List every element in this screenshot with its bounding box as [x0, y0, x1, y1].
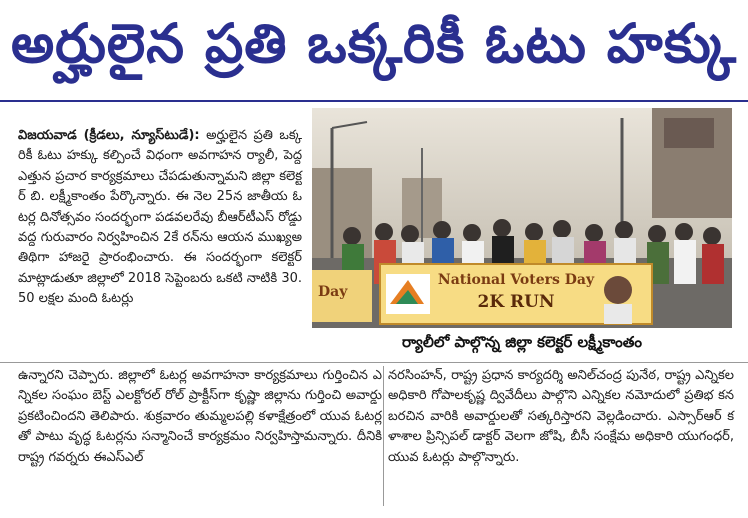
rally-photo — [312, 108, 732, 328]
photo-caption: ర్యాలీలో పాల్గొన్న జిల్లా కలెక్టర్ లక్ష్మీకాంతం — [401, 333, 643, 351]
article-lead-text: అర్హులైన ప్రతి ఒక్కరికీ ఓటు హక్కు కల్పించే విధంగా అవగాహన ర్యాలీ, పెద్ద ఎత్తున ప్రచార కార్యక్రమాలు చేపడుతున్నామని జిల్లా కలెక్టర్ బి. లక్ష్మీకాంతం పేర్కొన్నారు. ఈ నెల 25న జాతీయ ఓటర్ల దినోత్సవం సందర్భంగా పడవలరేవు బీఆర్‌టీఎస్ రోడ్డు వద్ద గురువారం నిర్వహించిన 2కే రన్‌ను ఆయన ముఖ్యఅతిథిగా హాజరై ప్రారంభించారు. ఈ సందర్భంగా కలెక్టర్ మాట్లాడుతూ జిల్లాలో 2018 సెప్టెంబరు ఒకటి నాటికి 30.50 లక్షల మంది ఓటర్లు — [18, 128, 302, 307]
article-column — [18, 126, 302, 310]
side-banner-text: Day — [318, 284, 348, 300]
banner-subtitle: 2K RUN — [477, 292, 555, 312]
column-divider — [383, 366, 384, 506]
article-body-right: నరసింహన్, రాష్ట్ర ప్రధాన కార్యదర్శి అనిల్‌చంద్ర పునేఠ, రాష్ట్ర ఎన్నికల అధికారి గోపాలకృష్ణ ద్వివేదీలు పాల్గొని ఎన్నికల నమోదులో ప్రతిభ కనబరచిన వారికి అవార్డులతో సత్కరిస్తారని వెల్లడించారు. ఎస్సార్ఆర్ కళాశాల ప్రిన్సిపల్ డాక్టర్ వెలగా జోషి, బీసీ సంక్షేమ అధికారి యుగంధర్, యువ ఓటర్లు పాల్గొన్నారు. — [388, 368, 734, 465]
section-divider — [0, 362, 748, 363]
headline-rule — [0, 100, 748, 102]
article-body-left: ఉన్నారని చెప్పారు. జిల్లాలో ఓటర్ల అవగాహనా కార్యక్రమాలు గుర్తించిన ఎన్నికల సంఘం బెస్ట్ ఎలక్టోరల్ రోల్ ప్రాక్టీస్‌గా కృష్ణా జిల్లాను గుర్తించి అవార్డు ప్రకటించిందని తెలిపారు. శుక్రవారం తుమ్మలపల్లి కళాక్షేత్రంలో యువ ఓటర్లతో పాటు వృద్ధ ఓటర్లను సన్మానించే కార్యక్రమం నిర్వహిస్తామన్నారు. దీనికి రాష్ట్ర గవర్నరు ఈఎస్ఎల్ — [18, 368, 382, 465]
headline: అర్హులైన ప్రతి ఒక్కరికీ ఓటు హక్కు — [10, 11, 738, 75]
banner-title: National Voters Day — [437, 272, 595, 288]
dateline: విజయవాడ (క్రీడలు, న్యూస్‌టుడే): — [18, 128, 200, 143]
